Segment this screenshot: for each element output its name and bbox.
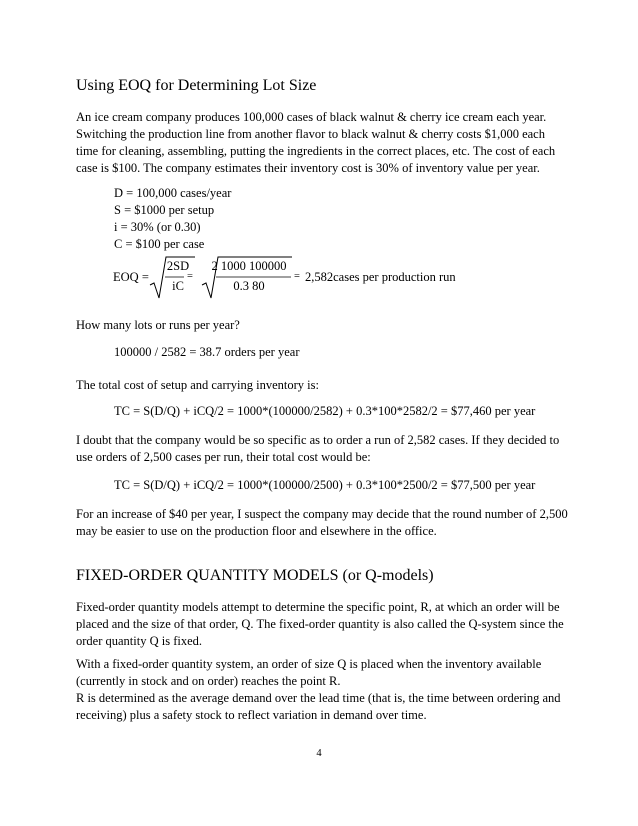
total-cost-equation-1: TC = S(D/Q) + iCQ/2 = 1000*(100000/2582) + 0.3*100*2582/2 = $77,460 per year — [114, 404, 536, 418]
intro-paragraph: An ice cream company produces 100,000 cases of black walnut & cherry ice cream each year. Switching the production line from another flavor to black walnut & cherry costs $1,000 each time for cleaning, assembling, putting the ingredients in the correct places, etc. The cost of each case is $100. The company estimates their inventory cost is 30% of inventory value per year. — [76, 110, 556, 175]
eoq-result: 2,582cases per production run — [305, 270, 456, 284]
fixed-order-intro-paragraph: Fixed-order quantity models attempt to determine the specific point, R, at which an order will be placed and the size of that order, Q. The fixed-order quantity is also called the Q-system since the order quantity Q is fixed. — [76, 600, 564, 648]
eoq-denominator-2: 0.3 80 — [233, 279, 265, 293]
eoq-label: EOQ = — [113, 270, 149, 284]
section-heading-eoq: Using EOQ for Determining Lot Size — [76, 77, 317, 94]
variable-d: D = 100,000 cases/year — [114, 186, 232, 200]
variable-s: S = $1000 per setup — [114, 203, 215, 217]
eoq-equals-1: = — [187, 271, 193, 282]
eoq-numerator-2: 2 1000 100000 — [211, 259, 287, 273]
total-cost-equation-2: TC = S(D/Q) + iCQ/2 = 1000*(100000/2500) + 0.3*100*2500/2 = $77,500 per year — [114, 478, 536, 492]
eoq-denominator-1: iC — [172, 279, 184, 293]
variable-i: i = 30% (or 0.30) — [114, 220, 201, 234]
reorder-point-definition: R is determined as the average demand over the lead time (that is, the time between ordering and receiving) plus a safety stock to reflect variation in demand over time. — [76, 691, 561, 722]
variable-c: C = $100 per case — [114, 237, 205, 251]
eoq-equals-2: = — [294, 271, 300, 282]
runs-calculation: 100000 / 2582 = 38.7 orders per year — [114, 345, 300, 359]
page-number: 4 — [316, 748, 322, 759]
total-cost-intro: The total cost of setup and carrying inventory is: — [76, 378, 319, 392]
fixed-order-system-paragraph: With a fixed-order quantity system, an order of size Q is placed when the inventory available (currently in stock and on order) reaches the point R. — [76, 657, 542, 688]
increase-paragraph: For an increase of $40 per year, I suspect the company may decide that the round number of 2,500 may be easier to use on the production floor and elsewhere in the office. — [76, 507, 568, 538]
doubt-paragraph: I doubt that the company would be so specific as to order a run of 2,582 cases. If they decided to use orders of 2,500 cases per run, their total cost would be: — [76, 433, 560, 464]
runs-question: How many lots or runs per year? — [76, 318, 240, 332]
eoq-numerator-1: 2SD — [166, 259, 190, 273]
section-heading-fixed-order: FIXED-ORDER QUANTITY MODELS (or Q-models) — [76, 567, 434, 584]
